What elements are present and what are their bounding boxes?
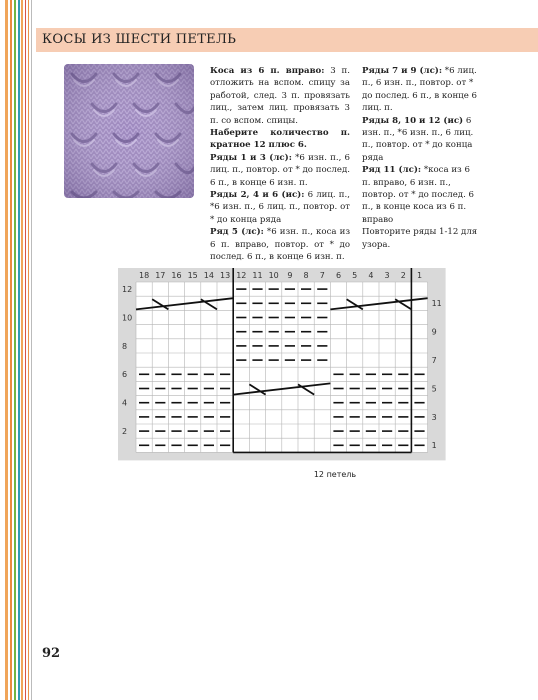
page-number: 92 — [42, 646, 61, 661]
knitting-chart — [118, 268, 448, 467]
row-instruction: Ряд 5 (лс): *6 изн. п., коса из 6 п. вправо, повтор. от * до послед. 6 п., в конце 6 изн. п. — [210, 227, 351, 263]
column-number: 13 — [220, 271, 231, 280]
gray-margin-line — [31, 0, 32, 700]
column-number: 10 — [268, 271, 279, 280]
column-number: 14 — [203, 271, 214, 280]
column-number: 17 — [155, 271, 166, 280]
knitting-chart-grid — [118, 268, 448, 463]
row-number: 12 — [122, 285, 133, 294]
cast-on-instruction: Наберите количество п. кратное 12 плюс 6. — [210, 128, 350, 151]
column-number: 16 — [171, 271, 182, 280]
instructions-left-column — [210, 65, 350, 264]
column-number: 15 — [187, 271, 198, 280]
red-margin-line — [25, 0, 26, 700]
orange-yarn-line — [21, 0, 23, 700]
row-number: 6 — [122, 370, 128, 380]
column-number: 2 — [400, 271, 406, 280]
column-number: 8 — [303, 271, 309, 280]
row-number: 9 — [431, 327, 437, 337]
section-header-band — [36, 28, 538, 52]
orange-margin-line — [28, 0, 29, 700]
column-number: 3 — [384, 271, 390, 280]
column-number: 7 — [319, 271, 325, 280]
teal-yarn-line — [18, 0, 20, 700]
column-number: 4 — [368, 271, 374, 280]
row-instruction: Ряды 8, 10 и 12 (ис) 6 изн. п., *6 изн. п., 6 лиц. п., повтор. от * до конца ряда — [362, 115, 474, 163]
row-instruction: Ряды 1 и 3 (лс): *6 изн. п., 6 лиц. п., повтор. от * до послед. 6 п., в конце 6 изн. п. — [210, 152, 350, 188]
column-number: 12 — [236, 271, 247, 280]
row-number: 11 — [431, 299, 442, 309]
row-number: 7 — [431, 356, 437, 365]
row-number: 2 — [122, 427, 128, 436]
row-number: 3 — [431, 412, 437, 422]
repeat-instruction: Повторите ряды 1-12 для узора. — [362, 227, 478, 250]
column-number: 6 — [335, 271, 342, 280]
column-number: 9 — [287, 271, 293, 280]
section-title: КОСЫ ИЗ ШЕСТИ ПЕТЕЛЬ — [42, 32, 237, 47]
orange-yarn-line — [5, 0, 8, 700]
green-yarn-line — [14, 0, 16, 700]
column-number: 18 — [139, 271, 150, 280]
chart-caption: 12 петель — [313, 470, 357, 479]
column-number: 11 — [252, 271, 263, 280]
row-instruction: Ряды 2, 4 и 6 (ис): 6 лиц. п., *6 изн. п., 6 лиц. п., повтор. от * до конца ряда — [210, 190, 350, 225]
row-instruction: Ряд 11 (лс): *коса из 6 п. вправо, 6 изн. п., повтор. от * до послед. 6 п., в конце коса из 6 п. вправо — [362, 165, 474, 225]
row-number: 10 — [122, 313, 133, 323]
column-number: 1 — [416, 271, 423, 280]
cable-definition: Коса из 6 п. вправо: 3 п. отложить на вспом. спицу за работой, след. 3 п. провязать лиц., затем лиц. провязать 3 п. со вспом. спицы. — [210, 66, 350, 126]
column-number: 5 — [352, 271, 358, 280]
orange-yarn-line — [10, 0, 12, 700]
row-number: 4 — [122, 398, 128, 408]
row-instruction: Ряды 7 и 9 (лс): *6 лиц. п., 6 изн. п., повтор. от * до послед. 6 п., в конце 6 лиц. п. — [362, 66, 477, 114]
instructions-right-column — [362, 65, 480, 251]
row-number: 1 — [431, 441, 437, 451]
knitted-cable-swatch-photo — [64, 64, 194, 198]
row-number: 5 — [431, 384, 437, 394]
row-number: 8 — [122, 341, 128, 351]
